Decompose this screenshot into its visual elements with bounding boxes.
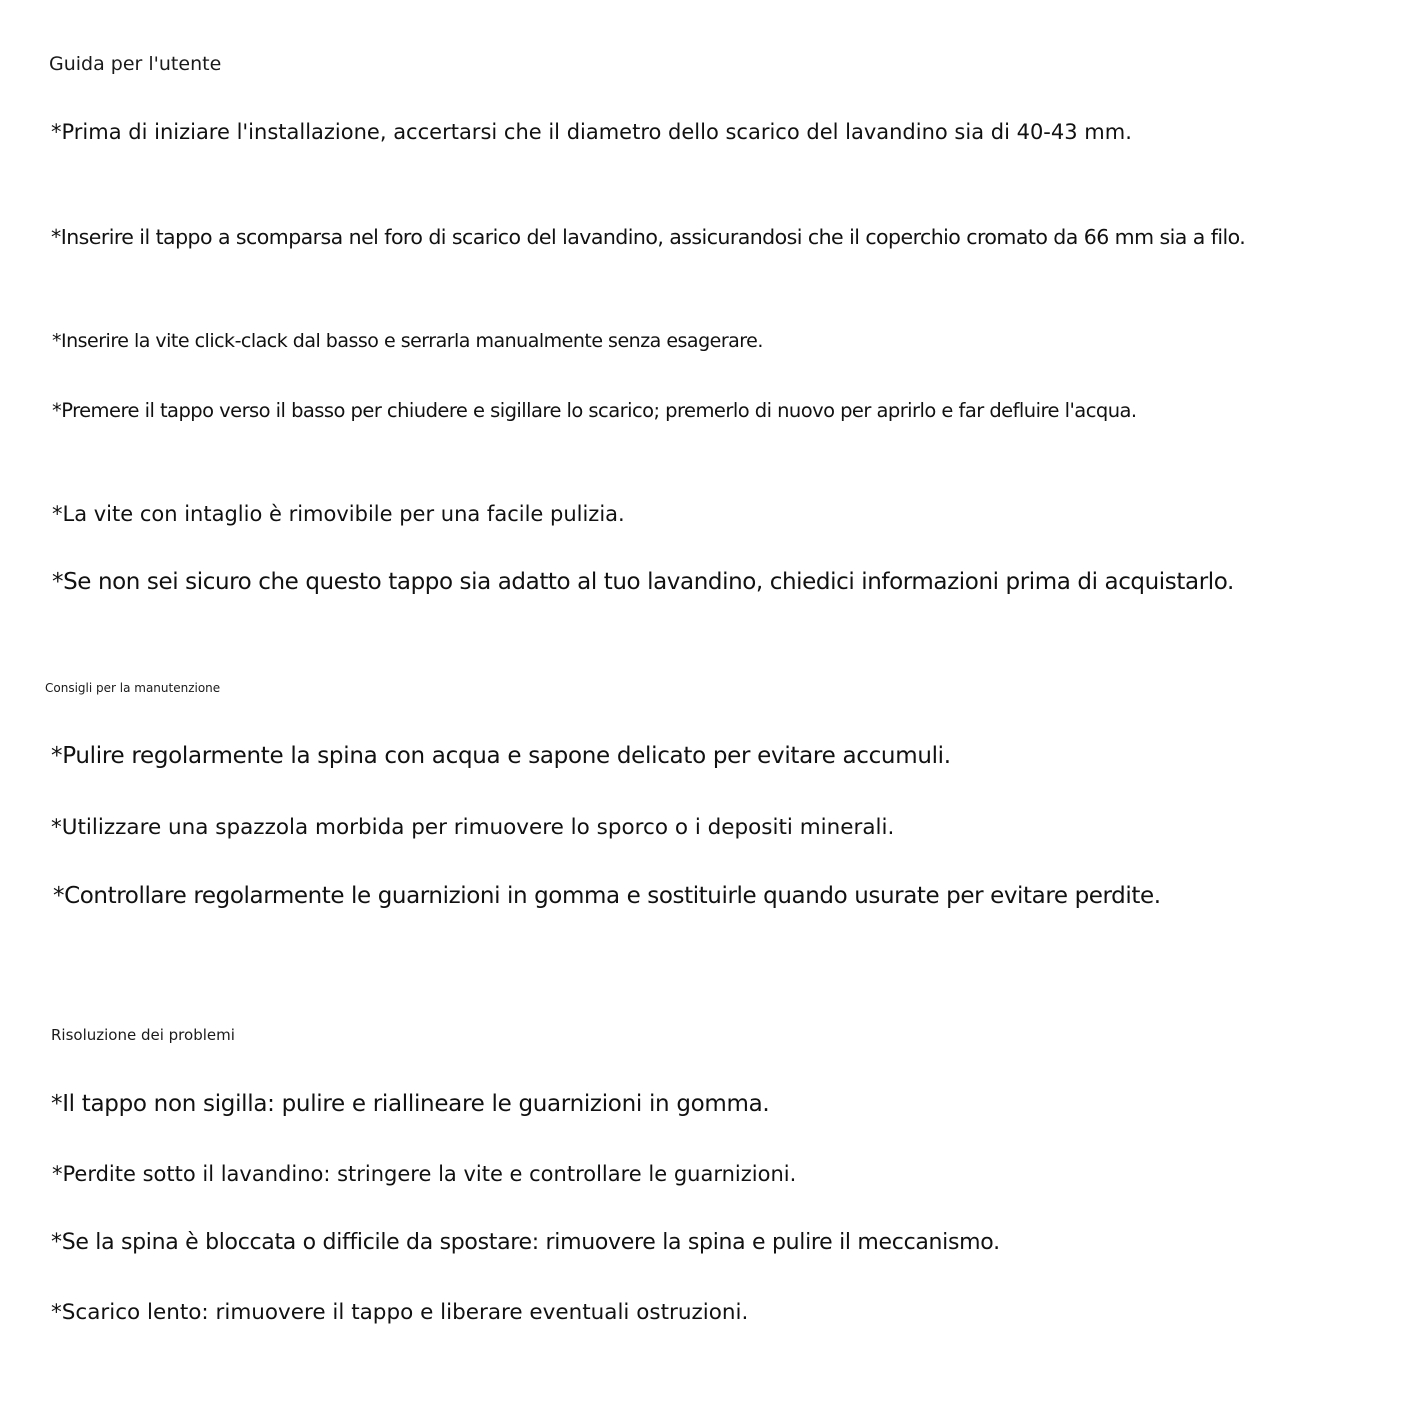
guide-heading: Guida per l'utente (49, 53, 222, 75)
guide-item-insert-plug: *Inserire il tappo a scomparsa nel foro di scarico del lavandino, assicurandosi che il coperchio cromato da 66 mm sia a filo. (51, 225, 1246, 249)
troubleshooting-item-leaks: *Perdite sotto il lavandino: stringere la vite e controllare le guarnizioni. (52, 1162, 797, 1186)
guide-item-drain-diameter: *Prima di iniziare l'installazione, accertarsi che il diametro dello scarico del lavandino sia di 40-43 mm. (51, 120, 1132, 144)
maintenance-heading: Consigli per la manutenzione (45, 681, 221, 695)
guide-item-slotted-screw: *La vite con intaglio è rimovibile per una facile pulizia. (52, 502, 625, 526)
guide-item-press-plug: *Premere il tappo verso il basso per chiudere e sigillare lo scarico; premerlo di nuovo per aprirlo e far defluire l'acqua. (52, 399, 1137, 422)
maintenance-item-check-seals: *Controllare regolarmente le guarnizioni in gomma e sostituirle quando usurate per evitare perdite. (53, 883, 1161, 909)
guide-item-click-clack-screw: *Inserire la vite click-clack dal basso e serrarla manualmente senza esagerare. (52, 330, 763, 352)
guide-item-ask-before-buying: *Se non sei sicuro che questo tappo sia adatto al tuo lavandino, chiedici informazioni prima di acquistarlo. (52, 569, 1234, 595)
troubleshooting-heading: Risoluzione dei problemi (51, 1026, 235, 1044)
troubleshooting-item-not-sealing: *Il tappo non sigilla: pulire e riallineare le guarnizioni in gomma. (51, 1091, 770, 1117)
maintenance-item-soft-brush: *Utilizzare una spazzola morbida per rimuovere lo sporco o i depositi minerali. (51, 815, 895, 840)
troubleshooting-item-stuck-plug: *Se la spina è bloccata o difficile da spostare: rimuovere la spina e pulire il meccanismo. (51, 1230, 1000, 1255)
troubleshooting-item-slow-drain: *Scarico lento: rimuovere il tappo e liberare eventuali ostruzioni. (51, 1300, 749, 1325)
maintenance-item-clean-plug: *Pulire regolarmente la spina con acqua e sapone delicato per evitare accumuli. (51, 743, 951, 769)
